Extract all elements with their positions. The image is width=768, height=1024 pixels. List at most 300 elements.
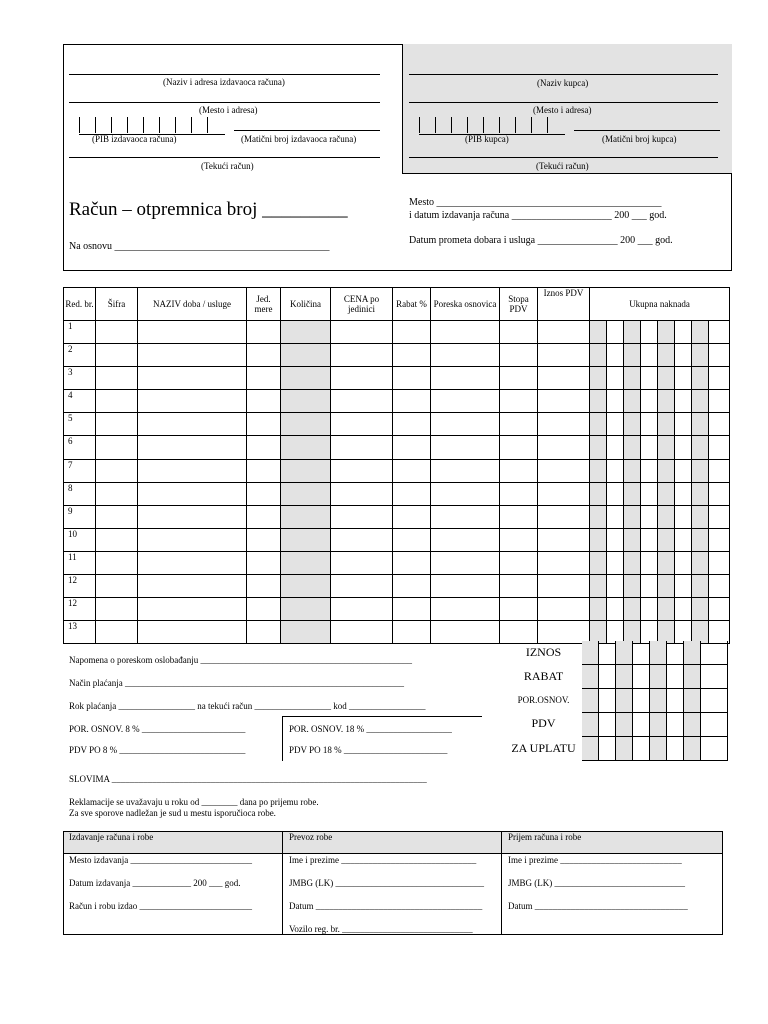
- table-cell[interactable]: [607, 459, 624, 482]
- table-cell[interactable]: [709, 344, 730, 367]
- table-cell[interactable]: [641, 390, 658, 413]
- table-cell[interactable]: [431, 551, 500, 574]
- table-cell[interactable]: [538, 367, 590, 390]
- table-cell[interactable]: [590, 598, 607, 621]
- table-cell[interactable]: [431, 390, 500, 413]
- table-cell[interactable]: [393, 551, 431, 574]
- totals-cell[interactable]: [667, 737, 684, 760]
- table-cell[interactable]: [675, 551, 692, 574]
- vat-18-field[interactable]: PDV PO 18 % _______________________: [289, 745, 448, 755]
- table-cell[interactable]: [96, 413, 138, 436]
- buyer-account-line[interactable]: [409, 157, 718, 158]
- table-cell[interactable]: [500, 390, 538, 413]
- table-cell[interactable]: [624, 575, 641, 598]
- place-field[interactable]: Mesto _____________________________________________: [409, 197, 662, 208]
- base-8-field[interactable]: POR. OSNOV. 8 % _______________________: [69, 724, 246, 734]
- receiver-name-field[interactable]: Ime i prezime ___________________________: [508, 855, 682, 865]
- table-cell[interactable]: [658, 390, 675, 413]
- issued-by-field[interactable]: Račun i robu izdao _________________________: [69, 901, 252, 911]
- table-cell[interactable]: [96, 621, 138, 644]
- table-cell[interactable]: [709, 390, 730, 413]
- table-cell[interactable]: [500, 482, 538, 505]
- totals-cell[interactable]: [684, 641, 701, 664]
- table-cell[interactable]: [590, 551, 607, 574]
- table-cell[interactable]: [709, 436, 730, 459]
- table-cell[interactable]: [393, 344, 431, 367]
- table-cell[interactable]: [247, 505, 281, 528]
- table-cell[interactable]: [431, 575, 500, 598]
- table-cell[interactable]: [658, 436, 675, 459]
- table-cell[interactable]: [607, 575, 624, 598]
- table-cell[interactable]: [331, 528, 393, 551]
- table-cell[interactable]: [607, 528, 624, 551]
- table-cell[interactable]: [692, 413, 709, 436]
- table-cell[interactable]: [538, 598, 590, 621]
- totals-cell[interactable]: [667, 665, 684, 688]
- receiver-jmbg-field[interactable]: JMBG (LK) _____________________________: [508, 878, 685, 888]
- tax-exempt-field[interactable]: Napomena o poreskom oslobađanju _______________________________________________: [69, 655, 412, 665]
- table-cell[interactable]: [709, 459, 730, 482]
- totals-cell[interactable]: [633, 737, 650, 760]
- totals-cell[interactable]: [650, 665, 667, 688]
- table-cell[interactable]: [692, 505, 709, 528]
- table-cell[interactable]: [96, 367, 138, 390]
- table-cell[interactable]: [538, 413, 590, 436]
- base-18-field[interactable]: POR. OSNOV. 18 % ___________________: [289, 724, 452, 734]
- table-cell[interactable]: [393, 621, 431, 644]
- table-cell[interactable]: [624, 482, 641, 505]
- issue-date-footer-field[interactable]: Datum izdavanja _____________ 200 ___ god.: [69, 878, 241, 888]
- table-cell[interactable]: [500, 367, 538, 390]
- table-cell[interactable]: [607, 436, 624, 459]
- table-cell[interactable]: [607, 482, 624, 505]
- table-cell[interactable]: [641, 459, 658, 482]
- issuer-name-line[interactable]: [69, 74, 380, 75]
- totals-cell[interactable]: [582, 713, 599, 736]
- buyer-name-line[interactable]: [409, 74, 718, 75]
- table-cell[interactable]: [590, 575, 607, 598]
- table-cell[interactable]: [96, 321, 138, 344]
- table-cell[interactable]: [658, 482, 675, 505]
- totals-row[interactable]: [582, 641, 728, 665]
- table-cell[interactable]: [281, 505, 331, 528]
- totals-row[interactable]: [582, 713, 728, 737]
- table-cell[interactable]: [138, 390, 247, 413]
- table-cell[interactable]: [607, 321, 624, 344]
- table-cell[interactable]: [641, 598, 658, 621]
- table-cell[interactable]: [658, 321, 675, 344]
- table-cell[interactable]: [500, 413, 538, 436]
- buyer-mb-line[interactable]: [574, 130, 720, 131]
- totals-cell[interactable]: [684, 689, 701, 712]
- basis-field[interactable]: Na osnovu ___________________________________________: [69, 241, 330, 252]
- vehicle-reg-field[interactable]: Vozilo reg. br. _____________________________: [289, 924, 473, 934]
- table-cell[interactable]: [692, 575, 709, 598]
- table-cell[interactable]: [658, 459, 675, 482]
- table-cell[interactable]: [607, 551, 624, 574]
- table-cell[interactable]: [431, 436, 500, 459]
- payment-method-field[interactable]: Način plaćanja ______________________________________________________________: [69, 678, 404, 688]
- table-cell[interactable]: [138, 367, 247, 390]
- totals-cell[interactable]: [667, 713, 684, 736]
- issuer-mb-line[interactable]: [234, 130, 380, 131]
- table-cell[interactable]: [281, 621, 331, 644]
- table-cell[interactable]: [247, 482, 281, 505]
- table-cell[interactable]: [96, 459, 138, 482]
- table-cell[interactable]: [624, 344, 641, 367]
- table-cell[interactable]: [431, 598, 500, 621]
- table-cell[interactable]: [393, 528, 431, 551]
- table-cell[interactable]: [281, 598, 331, 621]
- totals-cell[interactable]: [701, 665, 728, 688]
- table-cell[interactable]: [331, 413, 393, 436]
- table-cell[interactable]: [331, 482, 393, 505]
- table-cell[interactable]: [692, 551, 709, 574]
- transport-date-field[interactable]: Datum _____________________________________: [289, 901, 483, 911]
- table-cell[interactable]: [331, 436, 393, 459]
- totals-cell[interactable]: [701, 713, 728, 736]
- table-cell[interactable]: [624, 436, 641, 459]
- totals-cell[interactable]: [582, 641, 599, 664]
- totals-cell[interactable]: [616, 689, 633, 712]
- table-cell[interactable]: [675, 436, 692, 459]
- table-cell[interactable]: [692, 528, 709, 551]
- payment-due-field[interactable]: Rok plaćanja _________________ na tekući račun _________________ kod _________________: [69, 701, 426, 711]
- table-cell[interactable]: [281, 413, 331, 436]
- table-cell[interactable]: [624, 505, 641, 528]
- totals-cell[interactable]: [667, 641, 684, 664]
- table-cell[interactable]: [641, 413, 658, 436]
- table-cell[interactable]: [641, 436, 658, 459]
- table-cell[interactable]: [247, 575, 281, 598]
- table-cell[interactable]: [281, 528, 331, 551]
- table-cell[interactable]: [624, 598, 641, 621]
- table-cell[interactable]: [590, 528, 607, 551]
- totals-cell[interactable]: [684, 737, 701, 760]
- table-cell[interactable]: [658, 598, 675, 621]
- table-cell[interactable]: [692, 367, 709, 390]
- table-cell[interactable]: [675, 505, 692, 528]
- issue-date-field[interactable]: i datum izdavanja računa ____________________ 200 ___ god.: [409, 210, 667, 221]
- table-cell[interactable]: [641, 367, 658, 390]
- totals-cell[interactable]: [701, 641, 728, 664]
- table-cell[interactable]: [393, 367, 431, 390]
- table-cell[interactable]: [331, 344, 393, 367]
- table-cell[interactable]: [538, 459, 590, 482]
- table-cell[interactable]: [393, 575, 431, 598]
- table-cell[interactable]: [709, 367, 730, 390]
- table-cell[interactable]: [96, 551, 138, 574]
- totals-cell[interactable]: [650, 689, 667, 712]
- table-cell[interactable]: [247, 436, 281, 459]
- table-cell[interactable]: [590, 367, 607, 390]
- table-cell[interactable]: [281, 551, 331, 574]
- table-cell[interactable]: [281, 367, 331, 390]
- totals-cell[interactable]: [616, 665, 633, 688]
- table-cell[interactable]: [675, 528, 692, 551]
- table-cell[interactable]: [281, 575, 331, 598]
- totals-cell[interactable]: [582, 689, 599, 712]
- issuer-place-line[interactable]: [69, 102, 380, 103]
- totals-cell[interactable]: [684, 665, 701, 688]
- table-cell[interactable]: [500, 505, 538, 528]
- buyer-place-line[interactable]: [409, 102, 718, 103]
- table-cell[interactable]: [431, 621, 500, 644]
- table-cell[interactable]: [709, 321, 730, 344]
- table-cell[interactable]: [692, 321, 709, 344]
- table-cell[interactable]: [709, 575, 730, 598]
- totals-row[interactable]: [582, 665, 728, 689]
- table-cell[interactable]: [281, 436, 331, 459]
- issuer-pib-boxes[interactable]: [79, 117, 225, 135]
- table-cell[interactable]: [538, 344, 590, 367]
- table-cell[interactable]: [331, 621, 393, 644]
- table-cell[interactable]: [247, 551, 281, 574]
- table-cell[interactable]: [247, 321, 281, 344]
- totals-cell[interactable]: [650, 713, 667, 736]
- table-cell[interactable]: [331, 390, 393, 413]
- table-cell[interactable]: [431, 528, 500, 551]
- totals-cell[interactable]: [599, 737, 616, 760]
- totals-cell[interactable]: [599, 641, 616, 664]
- table-cell[interactable]: [590, 321, 607, 344]
- table-cell[interactable]: [692, 482, 709, 505]
- table-cell[interactable]: [624, 390, 641, 413]
- table-cell[interactable]: [692, 344, 709, 367]
- totals-cell[interactable]: [633, 689, 650, 712]
- table-cell[interactable]: [658, 528, 675, 551]
- table-cell[interactable]: [281, 459, 331, 482]
- buyer-pib-boxes[interactable]: [419, 117, 565, 135]
- totals-cell[interactable]: [701, 737, 728, 760]
- totals-cell[interactable]: [650, 641, 667, 664]
- table-cell[interactable]: [138, 436, 247, 459]
- table-cell[interactable]: [538, 321, 590, 344]
- table-cell[interactable]: [138, 575, 247, 598]
- table-cell[interactable]: [641, 482, 658, 505]
- table-cell[interactable]: [138, 598, 247, 621]
- table-cell[interactable]: [590, 436, 607, 459]
- table-cell[interactable]: [247, 598, 281, 621]
- table-cell[interactable]: [393, 390, 431, 413]
- table-cell[interactable]: [500, 344, 538, 367]
- totals-cell[interactable]: [599, 689, 616, 712]
- table-cell[interactable]: [96, 436, 138, 459]
- table-cell[interactable]: [393, 436, 431, 459]
- table-cell[interactable]: [641, 344, 658, 367]
- totals-cell[interactable]: [616, 641, 633, 664]
- table-cell[interactable]: [500, 598, 538, 621]
- table-cell[interactable]: [641, 575, 658, 598]
- table-cell[interactable]: [538, 575, 590, 598]
- table-cell[interactable]: [138, 459, 247, 482]
- table-cell[interactable]: [247, 413, 281, 436]
- table-cell[interactable]: [331, 367, 393, 390]
- totals-row[interactable]: [582, 689, 728, 713]
- table-cell[interactable]: [96, 528, 138, 551]
- table-cell[interactable]: [431, 505, 500, 528]
- table-cell[interactable]: [500, 436, 538, 459]
- table-cell[interactable]: [709, 505, 730, 528]
- table-cell[interactable]: [538, 505, 590, 528]
- table-cell[interactable]: [675, 575, 692, 598]
- table-cell[interactable]: [393, 321, 431, 344]
- table-cell[interactable]: [692, 436, 709, 459]
- table-cell[interactable]: [500, 528, 538, 551]
- table-cell[interactable]: [96, 575, 138, 598]
- table-cell[interactable]: [431, 344, 500, 367]
- table-cell[interactable]: [331, 321, 393, 344]
- table-cell[interactable]: [658, 367, 675, 390]
- table-cell[interactable]: [247, 367, 281, 390]
- table-cell[interactable]: [658, 344, 675, 367]
- table-cell[interactable]: [675, 459, 692, 482]
- table-cell[interactable]: [431, 459, 500, 482]
- table-cell[interactable]: [431, 482, 500, 505]
- table-cell[interactable]: [675, 413, 692, 436]
- table-cell[interactable]: [607, 598, 624, 621]
- table-cell[interactable]: [675, 482, 692, 505]
- table-cell[interactable]: [590, 459, 607, 482]
- table-cell[interactable]: [138, 413, 247, 436]
- table-cell[interactable]: [709, 598, 730, 621]
- table-cell[interactable]: [281, 390, 331, 413]
- table-cell[interactable]: [538, 551, 590, 574]
- table-cell[interactable]: [247, 344, 281, 367]
- table-cell[interactable]: [138, 482, 247, 505]
- table-cell[interactable]: [393, 598, 431, 621]
- table-cell[interactable]: [431, 367, 500, 390]
- issue-place-field[interactable]: Mesto izdavanja ___________________________: [69, 855, 252, 865]
- table-cell[interactable]: [500, 551, 538, 574]
- table-cell[interactable]: [538, 528, 590, 551]
- table-cell[interactable]: [331, 459, 393, 482]
- table-cell[interactable]: [641, 505, 658, 528]
- table-cell[interactable]: [393, 413, 431, 436]
- transport-jmbg-field[interactable]: JMBG (LK) _________________________________: [289, 878, 484, 888]
- table-cell[interactable]: [138, 321, 247, 344]
- table-cell[interactable]: [431, 413, 500, 436]
- table-cell[interactable]: [393, 505, 431, 528]
- totals-row[interactable]: [582, 737, 728, 761]
- table-cell[interactable]: [590, 344, 607, 367]
- table-cell[interactable]: [624, 528, 641, 551]
- totals-cell[interactable]: [599, 713, 616, 736]
- table-cell[interactable]: [658, 505, 675, 528]
- table-cell[interactable]: [247, 621, 281, 644]
- totals-cell[interactable]: [701, 689, 728, 712]
- table-cell[interactable]: [624, 321, 641, 344]
- amount-in-words-field[interactable]: SLOVIMA ______________________________________________________________________: [69, 774, 427, 784]
- table-cell[interactable]: [138, 621, 247, 644]
- totals-cell[interactable]: [684, 713, 701, 736]
- table-cell[interactable]: [641, 551, 658, 574]
- table-cell[interactable]: [281, 482, 331, 505]
- table-cell[interactable]: [538, 482, 590, 505]
- table-cell[interactable]: [709, 551, 730, 574]
- table-cell[interactable]: [641, 321, 658, 344]
- table-cell[interactable]: [607, 505, 624, 528]
- table-cell[interactable]: [675, 344, 692, 367]
- table-cell[interactable]: [590, 390, 607, 413]
- table-cell[interactable]: [675, 390, 692, 413]
- receiver-date-field[interactable]: Datum __________________________________: [508, 901, 688, 911]
- table-cell[interactable]: [624, 459, 641, 482]
- totals-cell[interactable]: [616, 713, 633, 736]
- table-cell[interactable]: [675, 367, 692, 390]
- table-cell[interactable]: [138, 505, 247, 528]
- table-cell[interactable]: [692, 598, 709, 621]
- totals-cell[interactable]: [633, 665, 650, 688]
- table-cell[interactable]: [331, 551, 393, 574]
- totals-cell[interactable]: [667, 689, 684, 712]
- totals-cell[interactable]: [650, 737, 667, 760]
- table-cell[interactable]: [138, 344, 247, 367]
- table-cell[interactable]: [624, 551, 641, 574]
- table-cell[interactable]: [331, 505, 393, 528]
- totals-cell[interactable]: [599, 665, 616, 688]
- table-cell[interactable]: [607, 367, 624, 390]
- table-cell[interactable]: [709, 528, 730, 551]
- table-cell[interactable]: [393, 482, 431, 505]
- vat-8-field[interactable]: PDV PO 8 % ____________________________: [69, 745, 246, 755]
- table-cell[interactable]: [675, 321, 692, 344]
- table-cell[interactable]: [247, 390, 281, 413]
- table-cell[interactable]: [607, 390, 624, 413]
- table-cell[interactable]: [96, 505, 138, 528]
- table-cell[interactable]: [331, 575, 393, 598]
- table-cell[interactable]: [709, 413, 730, 436]
- table-cell[interactable]: [538, 390, 590, 413]
- table-cell[interactable]: [675, 598, 692, 621]
- table-cell[interactable]: [500, 575, 538, 598]
- table-cell[interactable]: [431, 321, 500, 344]
- totals-cell[interactable]: [582, 665, 599, 688]
- table-cell[interactable]: [500, 321, 538, 344]
- table-cell[interactable]: [590, 505, 607, 528]
- table-cell[interactable]: [624, 413, 641, 436]
- table-cell[interactable]: [138, 528, 247, 551]
- table-cell[interactable]: [641, 528, 658, 551]
- table-cell[interactable]: [658, 575, 675, 598]
- table-cell[interactable]: [538, 436, 590, 459]
- table-cell[interactable]: [590, 413, 607, 436]
- table-cell[interactable]: [658, 413, 675, 436]
- table-cell[interactable]: [281, 321, 331, 344]
- table-cell[interactable]: [692, 390, 709, 413]
- table-cell[interactable]: [96, 390, 138, 413]
- table-cell[interactable]: [393, 459, 431, 482]
- table-cell[interactable]: [500, 459, 538, 482]
- table-cell[interactable]: [709, 482, 730, 505]
- totals-cell[interactable]: [633, 641, 650, 664]
- table-cell[interactable]: [590, 482, 607, 505]
- table-cell[interactable]: [281, 344, 331, 367]
- totals-cell[interactable]: [616, 737, 633, 760]
- totals-cell[interactable]: [582, 737, 599, 760]
- table-cell[interactable]: [96, 482, 138, 505]
- table-cell[interactable]: [607, 344, 624, 367]
- table-cell[interactable]: [96, 344, 138, 367]
- table-cell[interactable]: [692, 459, 709, 482]
- table-cell[interactable]: [658, 551, 675, 574]
- table-cell[interactable]: [624, 367, 641, 390]
- table-cell[interactable]: [247, 459, 281, 482]
- table-cell[interactable]: [247, 528, 281, 551]
- supply-date-field[interactable]: Datum prometa dobara i usluga ________________ 200 ___ god.: [409, 235, 673, 246]
- table-cell[interactable]: [96, 598, 138, 621]
- table-cell[interactable]: [607, 413, 624, 436]
